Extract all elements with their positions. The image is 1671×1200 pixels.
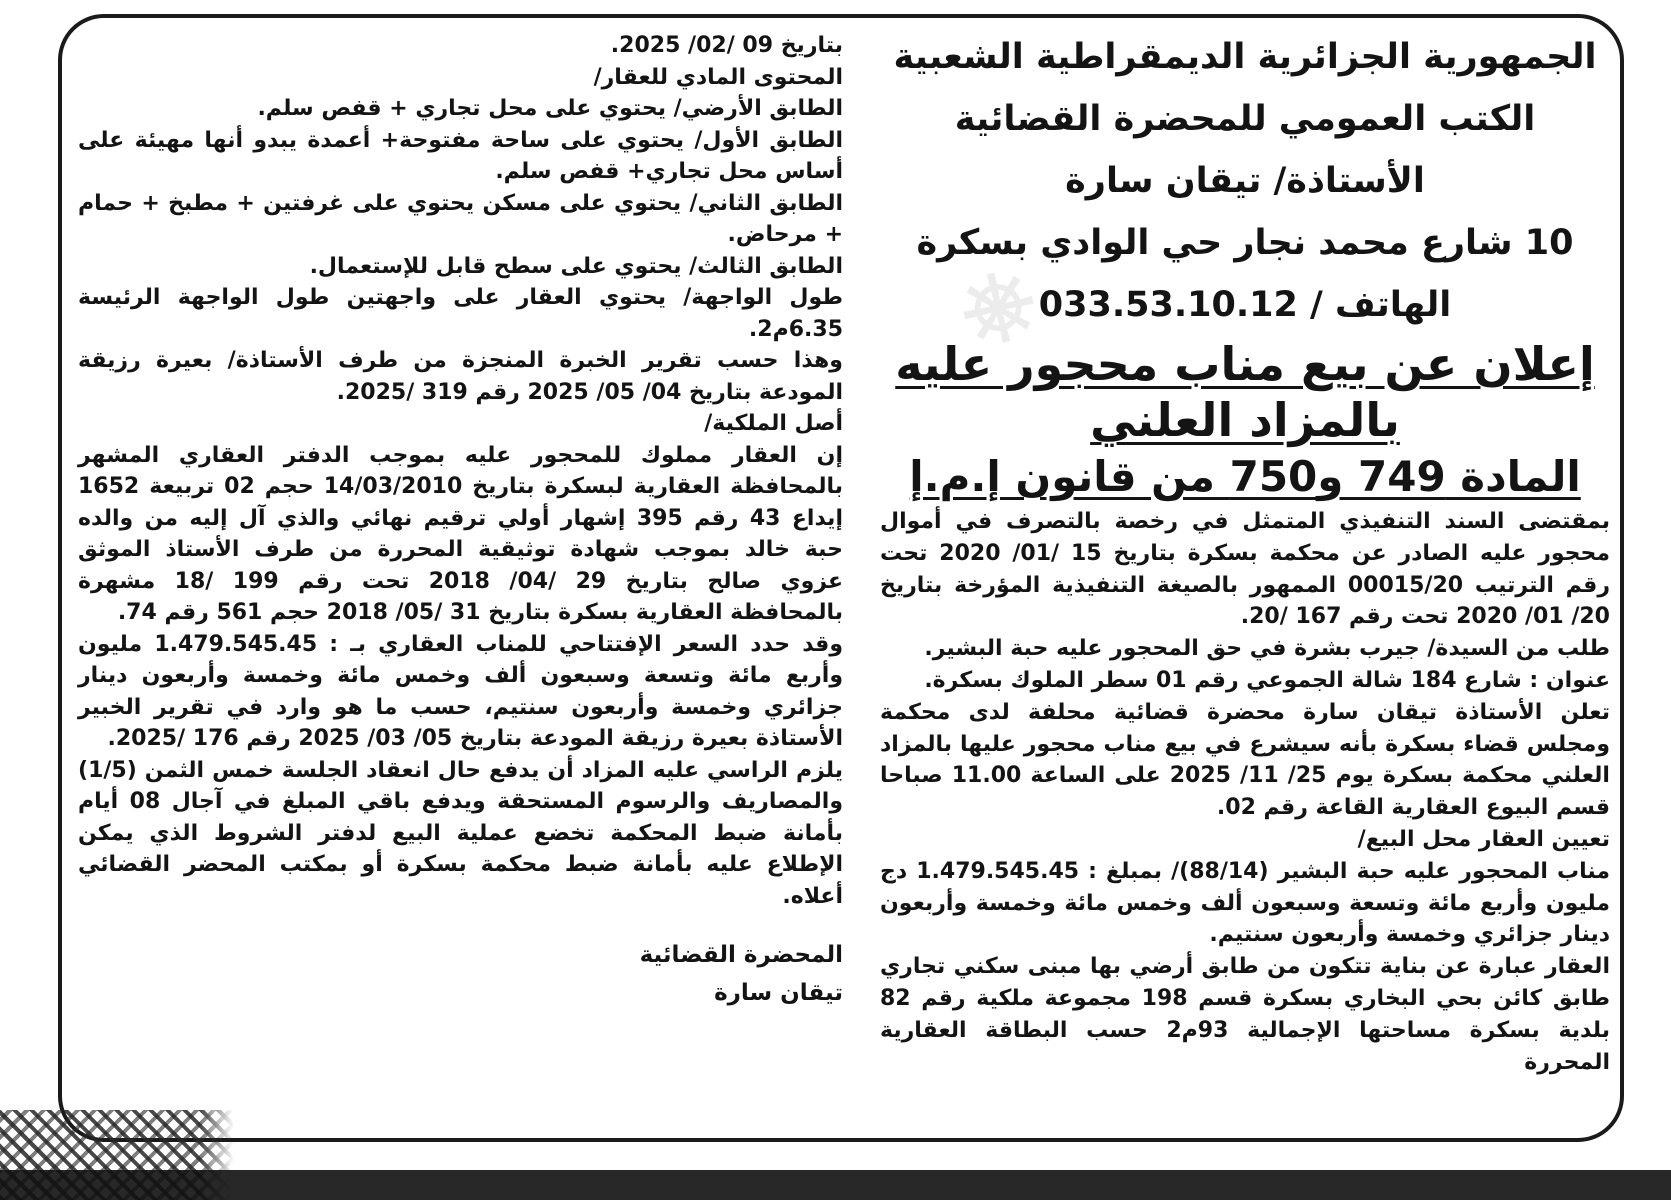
header-republic: الجمهورية الجزائرية الديمقراطية الشعبية [893, 37, 1597, 77]
header-address: 10 شارع محمد نجار حي الوادي بسكرة [916, 223, 1574, 263]
paragraph: عنوان : شارع 184 شالة الجموعي رقم 01 سطر الملوك بسكرة. [924, 667, 1610, 693]
paragraph: الطابق الأول/ يحتوي على ساحة مفتوحة+ أعمدة يبدو أنها مهيئة على أساس محل تجاري+ قفص سلم. [78, 127, 843, 184]
paragraph: وهذا حسب تقرير الخبرة المنجزة من طرف الأستاذة/ بعيرة رزيقة المودعة بتاريخ 04/ 05/ 2025 رقم 319 /2025. [78, 348, 843, 405]
paragraph: يلزم الراسي عليه المزاد أن يدفع حال انعقاد الجلسة خمس الثمن (1/5) والمصاريف والرسوم المستحقة ويدفع باقي المبلغ في آجال 08 أيام بأمانة ضبط المحكمة تخضع عملية البيع لدفتر الشروط الذي يمكن الإطلاع عليه بأمانة ضبط محكمة بسكرة أو بمكتب المحضر القضائي أعلاه. [78, 757, 843, 909]
paragraph: إن العقار مملوك للمحجور عليه بموجب الدفتر العقاري المشهر بالمحافظة العقارية لبسكرة بتاريخ 14/03/2010 حجم 02 تربيعة 1652 إيداع 43 رقم 395 إشهار أولي ترقيم نهائي والذي آل إليه من والده حبة خالد بموجب شهادة توثيقية المحررة من طرف الأستاذ الموثق عزوي صالح بتاريخ 29 /04/ 2018 تحت رقم 199 /18 مشهرة بالمحافظة العقارية بسكرة بتاريخ 31 /05/ 2018 حجم 561 رقم 74. [78, 442, 844, 625]
signature-name: تيقان سارة [714, 980, 843, 1006]
paragraph: المحتوى المادي للعقار/ [593, 64, 843, 90]
paragraph: وقد حدد السعر الإفتتاحي للمناب العقاري بـ : 1.479.545.45 مليون وأربع مائة وتسعة وسبعون ألف وخمس مائة وخمسة وأربعون دينار جزائري وخمسة وأربعون سنتيم، حسب ما هو وارد في تقرير الخبير الأستاذة بعيرة رزيقة المودعة بتاريخ 05/ 03/ 2025 رقم 176 /2025. [78, 631, 844, 751]
page-edge [0, 1170, 1671, 1200]
right-column [880, 26, 1610, 1078]
header-office: الكتب العمومي للمحضرة القضائية [954, 99, 1536, 139]
announcement-title: إعلان عن بيع مناب محجور عليه بالمزاد العلني [895, 337, 1595, 447]
paragraph: العقار عبارة عن بناية تتكون من طابق أرضي بها مبنى سكني تجاري طابق كائن بحي البخاري بسكرة قسم 198 مجموعة ملكية رقم 82 بلدية بسكرة مساحتها الإجمالية 93م2 حسب البطاقة العقارية المحررة [880, 954, 1611, 1075]
paragraph: الطابق الثالث/ يحتوي على سطح قابل للإستعمال. [309, 253, 843, 279]
left-column [78, 30, 843, 1012]
paragraph: طلب من السيدة/ جيرب بشرة في حق المحجور عليه حبة البشير. [924, 636, 1610, 662]
announcement-article: المادة 749 و750 من قانون إ.م.إ [909, 452, 1581, 501]
paragraph: تعلن الأستاذة تيقان سارة محضرة قضائية محلفة لدى محكمة ومجلس قضاء بسكرة بأنه سيشرع في بيع مناب محجور عليها بالمزاد العلني محكمة بسكرة يوم 25/ 11/ 2025 على الساعة 11.00 صباحا قسم البيوع العقارية القاعة رقم 02. [880, 699, 1610, 821]
signature-block [78, 936, 843, 1012]
paragraph: الطابق الأرضي/ يحتوي على محل تجاري + قفص سلم. [257, 96, 843, 121]
header-bailiff-name: الأستاذة/ تيقان سارة [1065, 161, 1425, 201]
paragraph: تعيين العقار محل البيع/ [1357, 826, 1610, 852]
header-phone: الهاتف / 033.53.10.12 [1038, 285, 1452, 325]
paragraph: مناب المحجور عليه حبة البشير (88/14)/ بمبلغ : 1.479.545.45 دج مليون وأربع مائة وتسعة وسبعون ألف وخمس مائة وخمسة وأربعون دينار جزائري وخمسة وأربعون سنتيم. [880, 858, 1610, 948]
paragraph: بمقتضى السند التنفيذي المتمثل في رخصة بالتصرف في أموال محجور عليه الصادر عن محكمة بسكرة بتاريخ 15 /01/ 2020 تحت رقم الترتيب 00015/20 الممهور بالصيغة التنفيذية المؤرخة بتاريخ 20/ 01/ 2020 تحت رقم 167 /20. [880, 509, 1611, 630]
paragraph: أصل الملكية/ [704, 411, 843, 436]
right-body [880, 506, 1610, 1078]
paragraph: طول الواجهة/ يحتوي العقار على واجهتين طول الواجهة الرئيسة 6.35م2. [78, 285, 843, 342]
paragraph: الطابق الثاني/ يحتوي على مسكن يحتوي على غرفتين + مطبخ + حمام + مرحاض. [78, 190, 843, 247]
paragraph: بتاريخ 09 /02/ 2025. [610, 33, 843, 58]
watermark: ⎈ [941, 239, 1061, 369]
signature-title: المحضرة القضائية [639, 942, 843, 968]
